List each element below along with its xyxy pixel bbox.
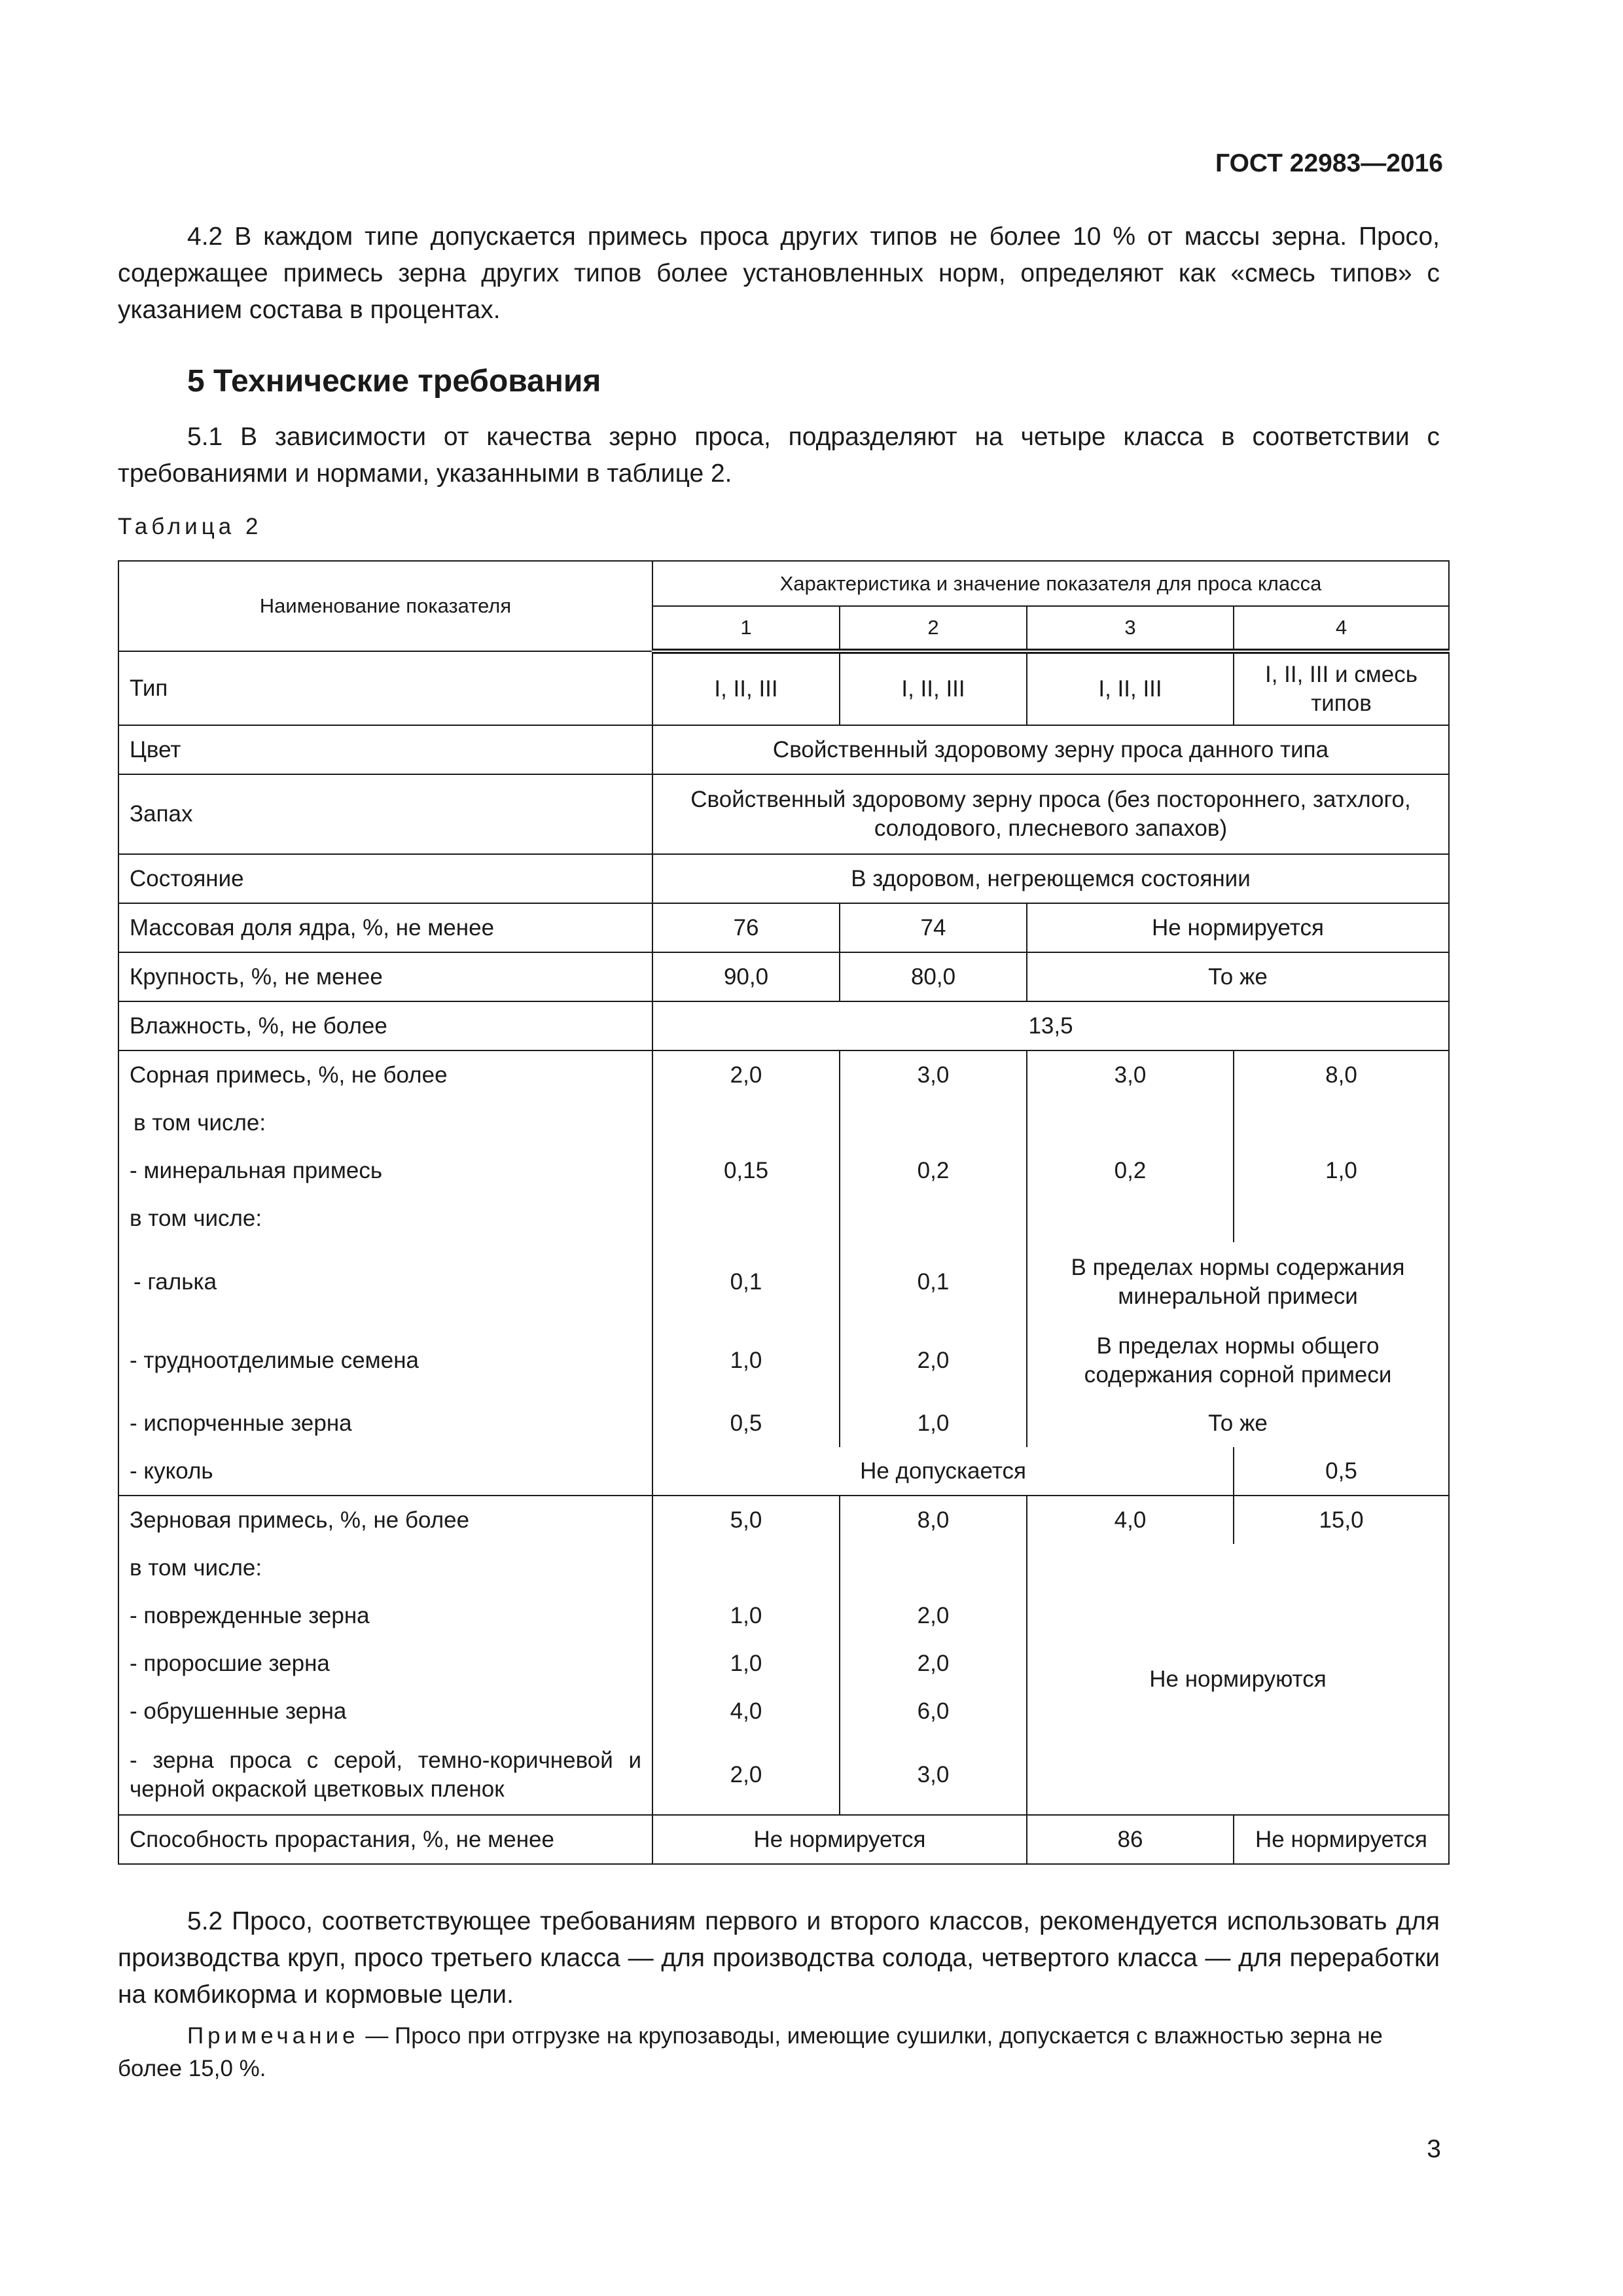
- row-label-text: - галька: [134, 1269, 217, 1295]
- row-label: - минеральная примесь: [118, 1147, 652, 1194]
- cell: 2,0: [840, 1592, 1027, 1640]
- table-caption: Таблица 2: [118, 514, 262, 539]
- cell: I, II, III: [1027, 651, 1234, 725]
- cell: 2,0: [652, 1735, 840, 1815]
- row-label-text: в том числе:: [134, 1109, 266, 1136]
- table-row: [118, 1447, 1449, 1496]
- cell: 90,0: [652, 952, 840, 1001]
- note-text: — Просо при отгрузке на крупозаводы, имеющие сушилки, допускается с влажностью зерна не более 15,0 %.: [118, 2023, 1383, 2081]
- class-1: 1: [652, 606, 840, 651]
- cell: 0,5: [1234, 1447, 1449, 1496]
- cell: I, II, III: [840, 651, 1027, 725]
- row-label: [118, 1242, 652, 1322]
- row-label: Цвет: [118, 725, 652, 774]
- cell: 1,0: [652, 1592, 840, 1640]
- document-header: ГОСТ 22983—2016: [1215, 149, 1443, 177]
- cell: Свойственный здоровому зерну проса (без постороннего, затхлого, солодового, плесневого запахов): [652, 774, 1449, 854]
- table-row: [118, 725, 1449, 774]
- table-row: [118, 1242, 1449, 1322]
- row-label: - трудноотделимые семена: [118, 1322, 652, 1399]
- table-row: [118, 1544, 1449, 1592]
- table-row: [118, 1399, 1449, 1447]
- paragraph-5-2: 5.2 Просо, соответствующее требованиям первого и второго классов, рекомендуется использовать для производства круп, просо третьего класса — для производства солода, четвертого класса — для переработки на комбикорма и кормовые цели.: [118, 1907, 1440, 2009]
- row-label: Массовая доля ядра, %, не менее: [118, 903, 652, 952]
- cell: 76: [652, 903, 840, 952]
- cell: Не допускается: [652, 1447, 1234, 1496]
- row-label: Крупность, %, не менее: [118, 952, 652, 1001]
- row-label: Состояние: [118, 854, 652, 903]
- cell: В здоровом, негреющемся состоянии: [652, 854, 1449, 903]
- row-label: Способность прорастания, %, не менее: [118, 1815, 652, 1864]
- cell: 13,5: [652, 1001, 1449, 1050]
- row-label: в том числе:: [118, 1194, 652, 1242]
- page-number: 3: [1427, 2135, 1441, 2163]
- class-3: 3: [1027, 606, 1234, 651]
- cell: 4,0: [652, 1687, 840, 1735]
- cell: То же: [1027, 1399, 1449, 1447]
- row-label: в том числе:: [118, 1544, 652, 1592]
- row-label: - поврежденные зерна: [118, 1592, 652, 1640]
- row-label: - куколь: [118, 1447, 652, 1496]
- cell: 5,0: [652, 1496, 840, 1544]
- table-row: [118, 1322, 1449, 1399]
- cell: 15,0: [1234, 1496, 1449, 1544]
- cell: 8,0: [1234, 1050, 1449, 1099]
- cell: 0,2: [840, 1147, 1027, 1194]
- section-title: 5 Технические требования: [187, 364, 601, 399]
- row-label: - проросшие зерна: [118, 1640, 652, 1687]
- cell: 1,0: [840, 1399, 1027, 1447]
- cell: 1,0: [652, 1322, 840, 1399]
- cell: 3,0: [1027, 1050, 1234, 1099]
- cell: 2,0: [840, 1640, 1027, 1687]
- cell: 0,1: [840, 1242, 1027, 1322]
- table-row: [118, 1050, 1449, 1099]
- cell: 3,0: [840, 1050, 1027, 1099]
- cell: 4,0: [1027, 1496, 1234, 1544]
- class-4: 4: [1234, 606, 1449, 651]
- note-label: Примечание: [187, 2023, 359, 2049]
- table-row: [118, 1496, 1449, 1544]
- table-row: [118, 1147, 1449, 1194]
- cell: 1,0: [652, 1640, 840, 1687]
- cell: В пределах нормы содержания минеральной примеси: [1027, 1242, 1449, 1322]
- row-label: Тип: [118, 651, 652, 725]
- table-row: [118, 903, 1449, 952]
- cell: В пределах нормы общего содержания сорной примеси: [1027, 1322, 1449, 1399]
- cell: Не нормируются: [1027, 1544, 1449, 1815]
- table-row: [118, 774, 1449, 854]
- cell: 0,15: [652, 1147, 840, 1194]
- row-label: Влажность, %, не более: [118, 1001, 652, 1050]
- row-label: - испорченные зерна: [118, 1399, 652, 1447]
- cell: I, II, III и смесь типов: [1234, 651, 1449, 725]
- cell: I, II, III: [652, 651, 840, 725]
- row-label: Сорная примесь, %, не более: [118, 1050, 652, 1099]
- table-row: [118, 952, 1449, 1001]
- row-label: Зерновая примесь, %, не более: [118, 1496, 652, 1544]
- cell: 2,0: [652, 1050, 840, 1099]
- cell: 0,5: [652, 1399, 840, 1447]
- table-row: [118, 1815, 1449, 1864]
- cell: Свойственный здоровому зерну проса данного типа: [652, 725, 1449, 774]
- table-row: [118, 1099, 1449, 1147]
- cell: Не нормируется: [1027, 903, 1449, 952]
- cell: 3,0: [840, 1735, 1027, 1815]
- cell: Не нормируется: [652, 1815, 1027, 1864]
- row-label: [118, 1099, 652, 1147]
- table-note: [118, 2020, 1446, 2085]
- head-group: Характеристика и значение показателя для проса класса: [652, 561, 1449, 606]
- cell: 80,0: [840, 952, 1027, 1001]
- table-row: [118, 651, 1449, 725]
- cell: 1,0: [1234, 1147, 1449, 1194]
- paragraph-4-2: 4.2 В каждом типе допускается примесь проса других типов не более 10 % от массы зерна. Просо, содержащее примесь зерна других типов более установленных норм, определяют как «смесь типов» с указанием состава в процентах.: [118, 223, 1440, 324]
- cell: 6,0: [840, 1687, 1027, 1735]
- head-name: Наименование показателя: [118, 561, 652, 651]
- cell: 86: [1027, 1815, 1234, 1864]
- row-label: Запах: [118, 774, 652, 854]
- cell: 0,2: [1027, 1147, 1234, 1194]
- cell: 74: [840, 903, 1027, 952]
- row-label: - обрушенные зерна: [118, 1687, 652, 1735]
- table-row: [118, 854, 1449, 903]
- requirements-table: [118, 560, 1450, 1865]
- paragraph-5-1: 5.1 В зависимости от качества зерно проса, подразделяют на четыре класса в соответствии с требованиями и нормами, указанными в таблице 2.: [118, 423, 1440, 488]
- row-label: - зерна проса с серой, темно-коричневой и черной окраской цветковых пленок: [118, 1735, 652, 1815]
- table-row: [118, 1194, 1449, 1242]
- class-2: 2: [840, 606, 1027, 651]
- cell: 2,0: [840, 1322, 1027, 1399]
- table-row: [118, 1001, 1449, 1050]
- cell: 0,1: [652, 1242, 840, 1322]
- cell: 8,0: [840, 1496, 1027, 1544]
- cell: То же: [1027, 952, 1449, 1001]
- cell: Не нормируется: [1234, 1815, 1449, 1864]
